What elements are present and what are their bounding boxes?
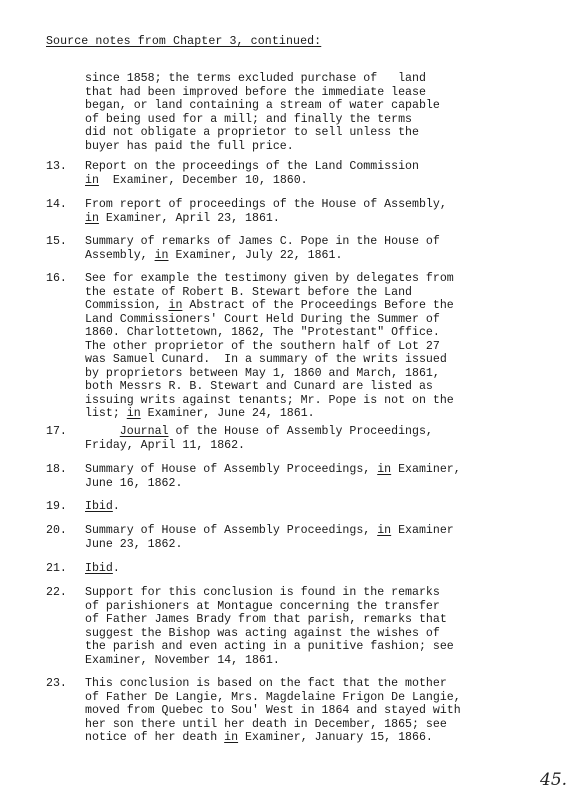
note-number: 23. bbox=[46, 677, 67, 690]
text-run: Examiner, bbox=[391, 463, 461, 476]
page-number: 45. bbox=[540, 770, 568, 790]
note-number: 15. bbox=[46, 235, 67, 248]
note-number: 19. bbox=[46, 500, 67, 513]
underlined-text: in bbox=[224, 731, 239, 744]
text-run: notice of her death bbox=[85, 731, 225, 744]
note-line bbox=[85, 340, 495, 354]
note-line bbox=[85, 524, 495, 538]
text-run: June 16, 1862. bbox=[85, 476, 183, 490]
underlined-text: in bbox=[85, 173, 99, 187]
underlined-text: in bbox=[168, 299, 183, 312]
note-line bbox=[85, 677, 495, 691]
text-run: . bbox=[112, 562, 120, 575]
text-run: Examiner, April 23, 1861. bbox=[98, 211, 280, 225]
note-line bbox=[85, 425, 495, 439]
text-run: both Messrs R. B. Stewart and Cunard are listed as bbox=[85, 380, 433, 393]
note-line bbox=[85, 394, 495, 408]
text-run: Abstract of the Proceedings Before the bbox=[182, 299, 454, 312]
text-run: Commission, bbox=[85, 299, 169, 312]
note-line bbox=[85, 627, 495, 641]
note-line bbox=[85, 562, 495, 576]
text-run: by proprietors between May 1, 1860 and March, 1861, bbox=[85, 366, 440, 380]
underlined-text: Journal bbox=[119, 425, 169, 438]
text-run: her son there until her death in December, 1865; see bbox=[85, 717, 447, 731]
note-line bbox=[85, 299, 495, 313]
text-run: Summary of House of Assembly Proceedings, bbox=[85, 463, 378, 476]
text-run: Examiner bbox=[391, 524, 454, 537]
text-run: Examiner, January 15, 1866. bbox=[238, 731, 433, 744]
note-line bbox=[85, 174, 495, 188]
text-run: Land Commissioners' Court Held During the Summer of bbox=[85, 312, 440, 326]
section-heading: Source notes from Chapter 3, continued: bbox=[46, 35, 322, 48]
underlined-text: in bbox=[126, 407, 141, 420]
note-text bbox=[85, 463, 495, 490]
continuation-line: of being used for a mill; and finally the terms bbox=[85, 112, 412, 126]
note-line bbox=[85, 731, 495, 745]
text-run: June 23, 1862. bbox=[85, 537, 183, 551]
text-run: Report on the proceedings of the Land Commission bbox=[85, 160, 419, 173]
note-line bbox=[85, 160, 495, 174]
text-run: the parish and even acting in a punitive fashion; see bbox=[85, 640, 454, 653]
note-line bbox=[85, 380, 495, 394]
text-run: Summary of House of Assembly Proceedings, bbox=[85, 524, 378, 537]
note-line bbox=[85, 538, 495, 552]
text-run: Examiner, November 14, 1861. bbox=[85, 653, 280, 667]
note-line bbox=[85, 272, 495, 286]
text-run bbox=[85, 425, 120, 438]
text-run: the estate of Robert B. Stewart before the Land bbox=[85, 285, 412, 299]
note-line bbox=[85, 704, 495, 718]
note-line bbox=[85, 212, 495, 226]
text-run: From report of proceedings of the House of Assembly, bbox=[85, 198, 447, 211]
text-run: of Father James Brady from that parish, remarks that bbox=[85, 613, 447, 626]
text-run: Summary of remarks of James C. Pope in the House of bbox=[85, 235, 440, 248]
text-run: issuing writs against tenants; Mr. Pope is not on the bbox=[85, 393, 454, 407]
note-line bbox=[85, 500, 495, 514]
underlined-text: Ibid bbox=[85, 500, 113, 513]
note-number: 21. bbox=[46, 562, 67, 575]
continuation-line: did not obligate a proprietor to sell unless the bbox=[85, 126, 419, 139]
text-run: Friday, April 11, 1862. bbox=[85, 438, 246, 452]
text-run: 1860. Charlottetown, 1862, The "Protestant" Office. bbox=[85, 326, 440, 339]
text-run: list; bbox=[85, 407, 127, 420]
note-line bbox=[85, 367, 495, 381]
underlined-text: in bbox=[85, 211, 99, 225]
text-run: of Father De Langie, Mrs. Magdelaine Frigon De Langie, bbox=[85, 690, 461, 704]
note-text bbox=[85, 586, 495, 667]
note-line bbox=[85, 586, 495, 600]
text-run: Examiner, July 22, 1861. bbox=[168, 248, 343, 262]
note-line bbox=[85, 654, 495, 668]
note-line bbox=[85, 249, 495, 263]
continuation-line: since 1858; the terms excluded purchase of land bbox=[85, 72, 426, 85]
text-run: This conclusion is based on the fact that the mother bbox=[85, 677, 447, 690]
note-line bbox=[85, 235, 495, 249]
text-run: was Samuel Cunard. In a summary of the writs issued bbox=[85, 353, 447, 366]
note-number: 16. bbox=[46, 272, 67, 285]
underlined-text: in bbox=[377, 463, 392, 476]
note-number: 14. bbox=[46, 198, 67, 211]
note-number: 17. bbox=[46, 425, 67, 438]
note-line bbox=[85, 286, 495, 300]
note-line bbox=[85, 407, 495, 421]
note-line bbox=[85, 353, 495, 367]
note-line bbox=[85, 463, 495, 477]
note-line bbox=[85, 691, 495, 705]
continuation-line: buyer has paid the full price. bbox=[85, 139, 294, 153]
note-line bbox=[85, 613, 495, 627]
underlined-text: Ibid bbox=[85, 562, 113, 575]
note-line bbox=[85, 326, 495, 340]
note-number: 22. bbox=[46, 586, 67, 599]
text-run: moved from Quebec to Sou' West in 1864 and stayed with bbox=[85, 704, 461, 717]
text-run: of parishioners at Montague concerning the transfer bbox=[85, 599, 440, 613]
note-text bbox=[85, 235, 495, 262]
text-run: Examiner, December 10, 1860. bbox=[98, 173, 308, 187]
text-run: . bbox=[112, 500, 120, 513]
text-run: of the House of Assembly Proceedings, bbox=[168, 425, 433, 438]
text-run: See for example the testimony given by delegates from bbox=[85, 272, 454, 285]
note-line bbox=[85, 313, 495, 327]
note-text bbox=[85, 562, 495, 576]
note-text bbox=[85, 677, 495, 745]
note-text bbox=[85, 198, 495, 225]
underlined-text: in bbox=[377, 524, 392, 537]
note-text bbox=[85, 272, 495, 421]
text-run: Support for this conclusion is found in the remarks bbox=[85, 586, 440, 599]
note-text bbox=[85, 500, 495, 514]
note-line bbox=[85, 477, 495, 491]
note-number: 20. bbox=[46, 524, 67, 537]
continuation-line: that had been improved before the immediate lease bbox=[85, 85, 426, 99]
note-number: 13. bbox=[46, 160, 67, 173]
note-line bbox=[85, 600, 495, 614]
text-run: suggest the Bishop was acting against the wishes of bbox=[85, 626, 440, 640]
note-line bbox=[85, 439, 495, 453]
note-line bbox=[85, 718, 495, 732]
text-run: Examiner, June 24, 1861. bbox=[140, 407, 315, 420]
note-text bbox=[85, 524, 495, 551]
text-run: The other proprietor of the southern half of Lot 27 bbox=[85, 339, 440, 353]
note-line bbox=[85, 198, 495, 212]
underlined-text: in bbox=[154, 248, 169, 262]
continuation-paragraph bbox=[85, 72, 495, 153]
continuation-line: began, or land containing a stream of water capable bbox=[85, 99, 440, 112]
text-run: Assembly, bbox=[85, 248, 155, 262]
note-text bbox=[85, 160, 495, 187]
note-line bbox=[85, 640, 495, 654]
note-text bbox=[85, 425, 495, 452]
note-number: 18. bbox=[46, 463, 67, 476]
